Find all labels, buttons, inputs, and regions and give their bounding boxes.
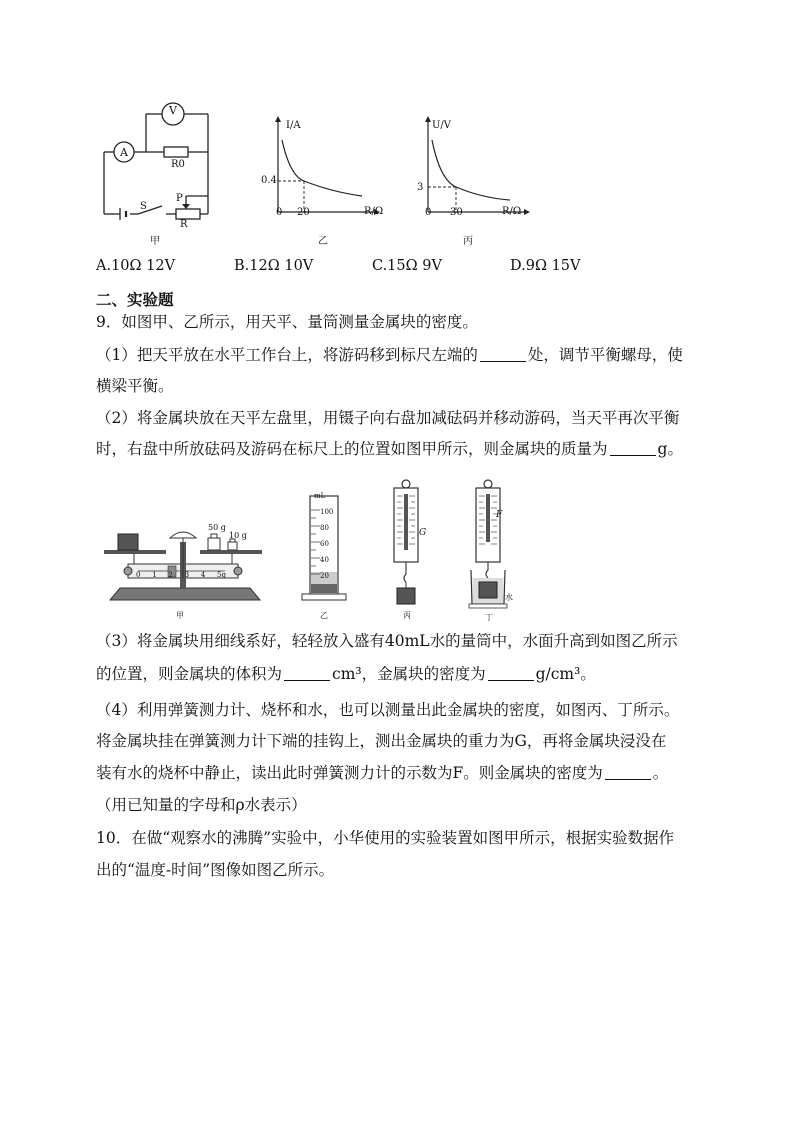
q9-part4-line3 (96, 763, 668, 783)
scale-tick: 2 (168, 571, 173, 579)
scale-tick: 3 (184, 571, 190, 579)
q9-part1-line1 (96, 345, 683, 365)
cylinder-tick: 100 (320, 508, 334, 516)
q9-part2-line2 (96, 439, 683, 459)
q9-stem: 9．如图甲、乙所示，用天平、量筒测量金属块的密度。 (96, 313, 478, 331)
q9-p2b: 时，右盘中所放砝码及游码在标尺上的位置如图甲所示，则金属块的质量为 (96, 440, 608, 458)
graph-bing-caption: 丙 (463, 236, 473, 247)
water-label: 水 (505, 593, 513, 602)
q10-line1: 10．在做“观察水的沸腾”实验中，小华使用的实验装置如图甲所示，根据实验数据作 (96, 829, 675, 847)
spring-scale-water (466, 478, 516, 610)
q9-p3b: 的位置，则金属块的体积为 (96, 665, 283, 683)
circuit-caption: 甲 (150, 236, 160, 247)
choice-a: A.10Ω 12V (96, 258, 176, 274)
cylinder-tick: 40 (320, 556, 329, 564)
cylinder-caption: 乙 (320, 611, 328, 620)
section-title: 二、实验题 (96, 291, 174, 309)
weight-50g-label: 50 g (208, 523, 226, 532)
rheostat-label: R (180, 219, 188, 230)
graph-yi-xtick: 20 (297, 207, 310, 218)
q9-p1a: （1）把天平放在水平工作台上，将游码移到标尺左端的 (96, 346, 478, 364)
q9-p4c: 装有水的烧杯中静止，读出此时弹簧测力计的示数为F。则金属块的密度为 (96, 764, 603, 782)
r0-label: R0 (171, 159, 185, 170)
q9-part4-line2: 将金属块挂在弹簧测力计下端的挂钩上，测出金属块的重力为G，再将金属块浸没在 (96, 732, 667, 750)
graph-bing-ylabel: U/V (432, 120, 452, 131)
q9-p3c: cm³，金属块的密度为 (332, 665, 486, 683)
spring-scale-air (384, 478, 428, 608)
choice-d: D.9Ω 15V (510, 258, 581, 274)
curve-i-r (282, 140, 362, 196)
scale-tick: 0 (136, 571, 141, 579)
answer-blank-1[interactable] (480, 347, 526, 362)
slider-label: P (176, 193, 183, 204)
spring-bing-caption: 丙 (403, 611, 411, 620)
scale-tick: 1 (152, 571, 157, 579)
switch-label: S (140, 201, 147, 212)
q9-part3-line2 (96, 664, 596, 684)
graph-bing-xlabel: R/Ω (502, 206, 522, 217)
curve-u-r (432, 140, 510, 200)
graph-yi-ylabel: I/A (286, 120, 301, 131)
weight-10g-label: 10 g (229, 531, 247, 540)
cylinder-tick: 60 (320, 540, 329, 548)
q9-p1b: 处，调节平衡螺母，使 (527, 346, 683, 364)
q9-part1-line2: 横梁平衡。 (96, 377, 174, 395)
choice-c: C.15Ω 9V (372, 258, 442, 274)
graph-bing-xtick: 30 (450, 207, 463, 218)
cylinder-unit: mL (314, 492, 326, 500)
q9-part4-line1: （4）利用弹簧测力计、烧杯和水，也可以测量出此金属块的密度，如图丙、丁所示。 (96, 701, 680, 719)
cylinder-tick: 80 (320, 524, 329, 532)
spring-g-label: G (419, 528, 427, 538)
ammeter-label: A (120, 146, 128, 159)
q9-part2-line1: （2）将金属块放在天平左盘里，用镊子向右盘加减砝码并移动游码，当天平再次平衡 (96, 409, 680, 427)
q9-p3d: g/cm³。 (535, 665, 596, 683)
graph-yi-origin: 0 (276, 207, 283, 218)
spring-f-label: F (496, 510, 503, 520)
balance-caption: 甲 (176, 611, 184, 620)
answer-blank-3[interactable] (284, 666, 330, 681)
beam-scale (136, 571, 226, 579)
spring-ding-caption: 丁 (485, 613, 493, 622)
graph-yi-xlabel: R/Ω (364, 206, 384, 217)
voltmeter-label: V (169, 104, 177, 117)
circuit-diagram (96, 92, 226, 242)
cylinder-ticks (320, 504, 333, 584)
choice-b: B.12Ω 10V (234, 258, 314, 274)
q9-p4d: 。 (652, 764, 669, 782)
q10-line2: 出的“温度-时间”图像如图乙所示。 (96, 861, 335, 879)
q9-p2c: g。 (657, 440, 683, 458)
graph-yi-caption: 乙 (318, 236, 328, 247)
q9-part3-line1: （3）将金属块用细线系好，轻轻放入盛有40mL水的量筒中，水面升高到如图乙所示 (96, 632, 678, 650)
graph-bing-ytick: 3 (417, 182, 424, 193)
q9-part4-note: （用已知量的字母和ρ水表示） (96, 796, 307, 814)
answer-blank-5[interactable] (605, 765, 651, 780)
balance-diagram (100, 508, 270, 604)
cylinder-tick: 20 (320, 572, 329, 580)
scale-tick: 5g (217, 571, 226, 579)
graph-yi-ytick: 0.4 (261, 175, 277, 186)
answer-blank-2[interactable] (610, 441, 656, 456)
answer-blank-4[interactable] (488, 666, 534, 681)
scale-tick: 4 (200, 571, 206, 579)
graph-bing-origin: 0 (425, 207, 432, 218)
